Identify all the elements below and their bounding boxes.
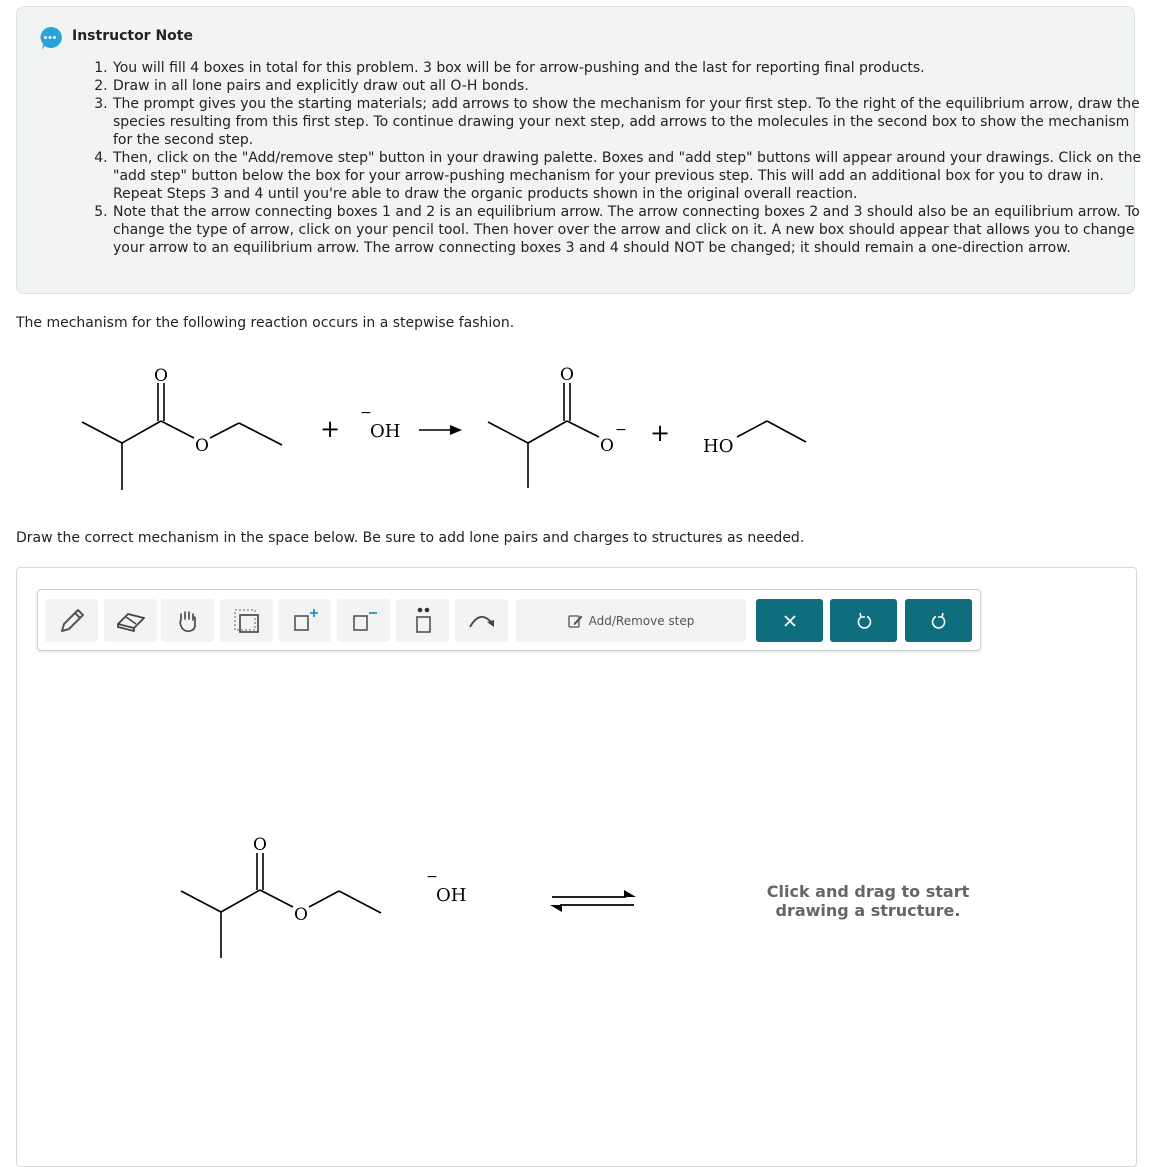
note-item: 2. Draw in all lone pairs and explicitly draw out all O-H bonds.	[112, 77, 1146, 95]
note-title: Instructor Note	[72, 28, 193, 44]
hydroxide-charge: −	[360, 405, 372, 421]
redo-button[interactable]	[905, 599, 972, 642]
ester-oxygen: O	[294, 905, 308, 925]
drawing-hint: Click and drag to start drawing a structure.	[766, 882, 970, 920]
reaction-arrow	[419, 425, 462, 435]
reaction-scheme	[0, 350, 1175, 500]
hand-icon	[175, 608, 201, 634]
curved-arrow-button[interactable]	[455, 599, 508, 642]
add-charge-button[interactable]	[278, 599, 331, 642]
ester-structure	[82, 383, 282, 490]
ester-carbonyl-oxygen: O	[253, 835, 267, 855]
ester-carbonyl-oxygen: O	[154, 366, 168, 386]
select-box-icon	[233, 608, 261, 634]
lone-pair-button[interactable]	[396, 599, 449, 642]
curved-arrow-icon	[466, 609, 498, 633]
move-tool-button[interactable]	[161, 599, 214, 642]
plus-sign: +	[649, 419, 671, 447]
undo-icon	[856, 612, 872, 630]
add-remove-step-label: Add/Remove step	[588, 613, 695, 628]
close-icon	[783, 614, 797, 628]
eraser-icon	[115, 609, 147, 633]
add-remove-step-button[interactable]	[516, 599, 746, 642]
chat-bubble-icon	[38, 26, 62, 50]
lone-pair-icon	[411, 606, 435, 636]
select-tool-button[interactable]	[220, 599, 273, 642]
hydroxide-label: OH	[436, 885, 467, 906]
undo-button[interactable]	[830, 599, 897, 642]
drawing-toolbar	[37, 589, 981, 651]
note-item: 5. Note that the arrow connecting boxes 1 and 2 is an equilibrium arrow. The arrow connecting boxes 2 and 3 should also be an equilibrium arrow. To change the type of arrow, click on your pencil tool. Then hover over the arrow and click on it. A new box should appear that allows you to change your arrow to an equilibrium arrow. The arrow connecting boxes 3 and 4 should NOT be changed; it should remain a one-direction arrow.	[112, 203, 1146, 257]
note-item: 1. You will fill 4 boxes in total for this problem. 3 box will be for arrow-pushing and the last for reporting final products.	[112, 59, 1146, 77]
note-item: 3. The prompt gives you the starting materials; add arrows to show the mechanism for your first step. To the right of the equilibrium arrow, draw the species resulting from this first step. To continue drawing your next step, add arrows to the molecules in the second box to show the mechanism for the second step.	[112, 95, 1146, 149]
pencil-tool-button[interactable]	[45, 599, 98, 642]
carboxylate-carbonyl-oxygen: O	[560, 365, 574, 385]
hydroxide-label: OH	[370, 421, 401, 442]
hydroxide-charge: −	[426, 869, 438, 885]
ethanol-ho-label: HO	[703, 436, 734, 457]
plus-sign: +	[319, 415, 341, 443]
note-item: 4. Then, click on the "Add/remove step" button in your drawing palette. Boxes and "add step" buttons will appear around your drawings. Click on the "add step" button below the box for your arrow-pushing mechanism for your previous step. This will add an additional box for you to draw in. Repeat Steps 3 and 4 until you're able to draw the organic products shown in the original overall reaction.	[112, 149, 1146, 203]
eraser-tool-button[interactable]	[104, 599, 157, 642]
remove-charge-button[interactable]	[337, 599, 390, 642]
equilibrium-arrow	[550, 890, 636, 912]
carboxylate-oxygen: O	[600, 436, 614, 456]
carboxylate-charge: −	[615, 422, 627, 438]
redo-icon	[931, 612, 947, 630]
carboxylate-structure	[488, 383, 599, 488]
mechanism-step-1	[0, 820, 1175, 970]
pencil-icon	[57, 606, 87, 636]
instructor-note	[16, 6, 1142, 294]
edit-icon	[568, 614, 583, 628]
clear-button[interactable]	[756, 599, 823, 642]
remove-charge-icon	[350, 608, 378, 634]
instruction-text: Draw the correct mechanism in the space below. Be sure to add lone pairs and charges to structures as needed.	[16, 530, 805, 546]
stepwise-text: The mechanism for the following reaction occurs in a stepwise fashion.	[16, 315, 515, 331]
ethanol-structure	[737, 421, 806, 442]
add-charge-icon	[291, 608, 319, 634]
ester-oxygen: O	[195, 436, 209, 456]
ester-structure	[181, 853, 381, 958]
note-list	[91, 59, 1146, 257]
